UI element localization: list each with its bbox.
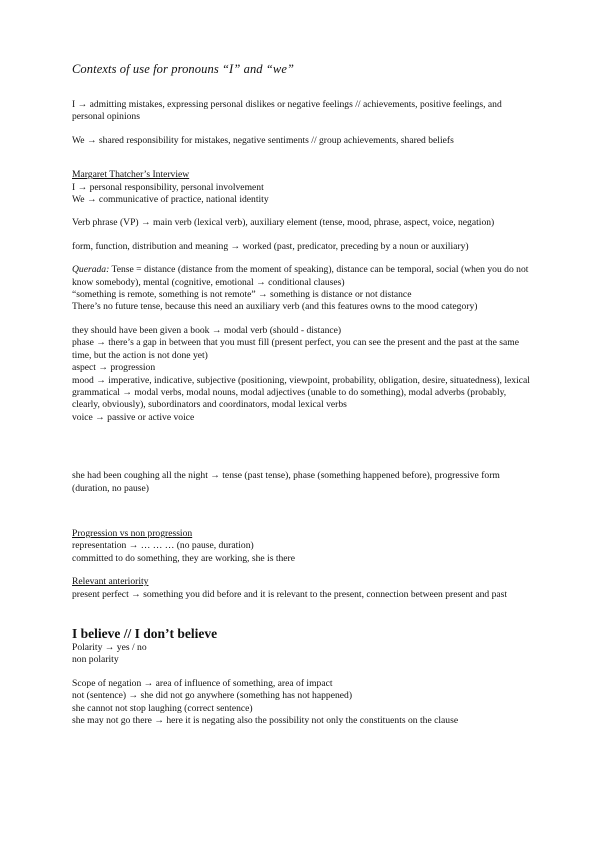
modal-verb-line: they should have been given a book → modal verb (should - distance) [72,324,342,336]
voice-line: voice → passive or active voice [72,411,195,423]
document-page [72,62,532,727]
page-title: Contexts of use for pronouns “I” and “we” [72,62,295,76]
thatcher-heading: Margaret Thatcher’s Interview [72,169,190,181]
querada-line-3: There’s no future tense, because this need an auxiliary verb (and this features owns to the mood category) [72,301,478,313]
anteriority-line-1: present perfect → something you did before and it is relevant to the present, connection between present and past [72,588,508,600]
thatcher-i-line: I → personal responsibility, personal involvement [72,181,264,193]
i-usage-line: I → admitting mistakes, expressing personal dislikes or negative feelings // achievements, positive feelings, and personal opinions [72,99,502,123]
coughing-line: she had been coughing all the night → tense (past tense), phase (something happened before), progressive form (duration, no pause) [72,470,500,494]
querada-label: Querada: [72,264,110,276]
progression-line-2: committed to do something, they are working, she is there [72,552,296,564]
scope-negation-line: Scope of negation → area of influence of something, area of impact [72,677,333,689]
mood-line: mood → imperative, indicative, subjective (positioning, viewpoint, probability, obligation, desire, situatedness), lexical grammatical → modal verbs, modal nouns, modal adjectives (unable to do something), modal adverbs (probably, clearly, obviously), subordinators and coordinators, modal lexical verbs [72,374,530,411]
anteriority-heading: Relevant anteriority [72,576,149,588]
may-not-line: she may not go there → here it is negating also the possibility not only the constituents on the clause [72,715,459,726]
progression-heading: Progression vs non progression [72,527,193,539]
thatcher-we-line: We → communicative of practice, national identity [72,194,269,206]
querada-text: Tense = distance (distance from the moment of speaking), distance can be temporal, social (when you do not know somebody), mental (cognitive, emotional → conditional clauses) [72,264,529,288]
form-function-line: form, function, distribution and meaning → worked (past, predicator, preceding by a noun or auxiliary) [72,240,469,252]
non-polarity-line: non polarity [72,654,119,666]
polarity-line: Polarity → yes / no [72,641,147,653]
querada-paragraph [72,264,532,289]
phase-line: phase → there’s a gap in between that you must fill (present perfect, you can see the present and the past at the same time, but the action is not done yet) [72,337,520,361]
aspect-line: aspect → progression [72,362,156,374]
querada-line-2: “something is remote, something is not remote” → something is distance or not distance [72,289,412,301]
we-usage-line: We → shared responsibility for mistakes, negative sentiments // group achievements, shared beliefs [72,134,454,146]
not-sentence-line: not (sentence) → she did not go anywhere (something has not happened) [72,690,353,702]
believe-heading: I believe // I don’t believe [72,625,218,641]
progression-line-1: representation → … … … (no pause, duration) [72,540,254,552]
verb-phrase-line: Verb phrase (VP) → main verb (lexical verb), auxiliary element (tense, mood, phrase, aspect, voice, negation) [72,217,495,229]
cannot-not-line: she cannot not stop laughing (correct sentence) [72,702,253,714]
